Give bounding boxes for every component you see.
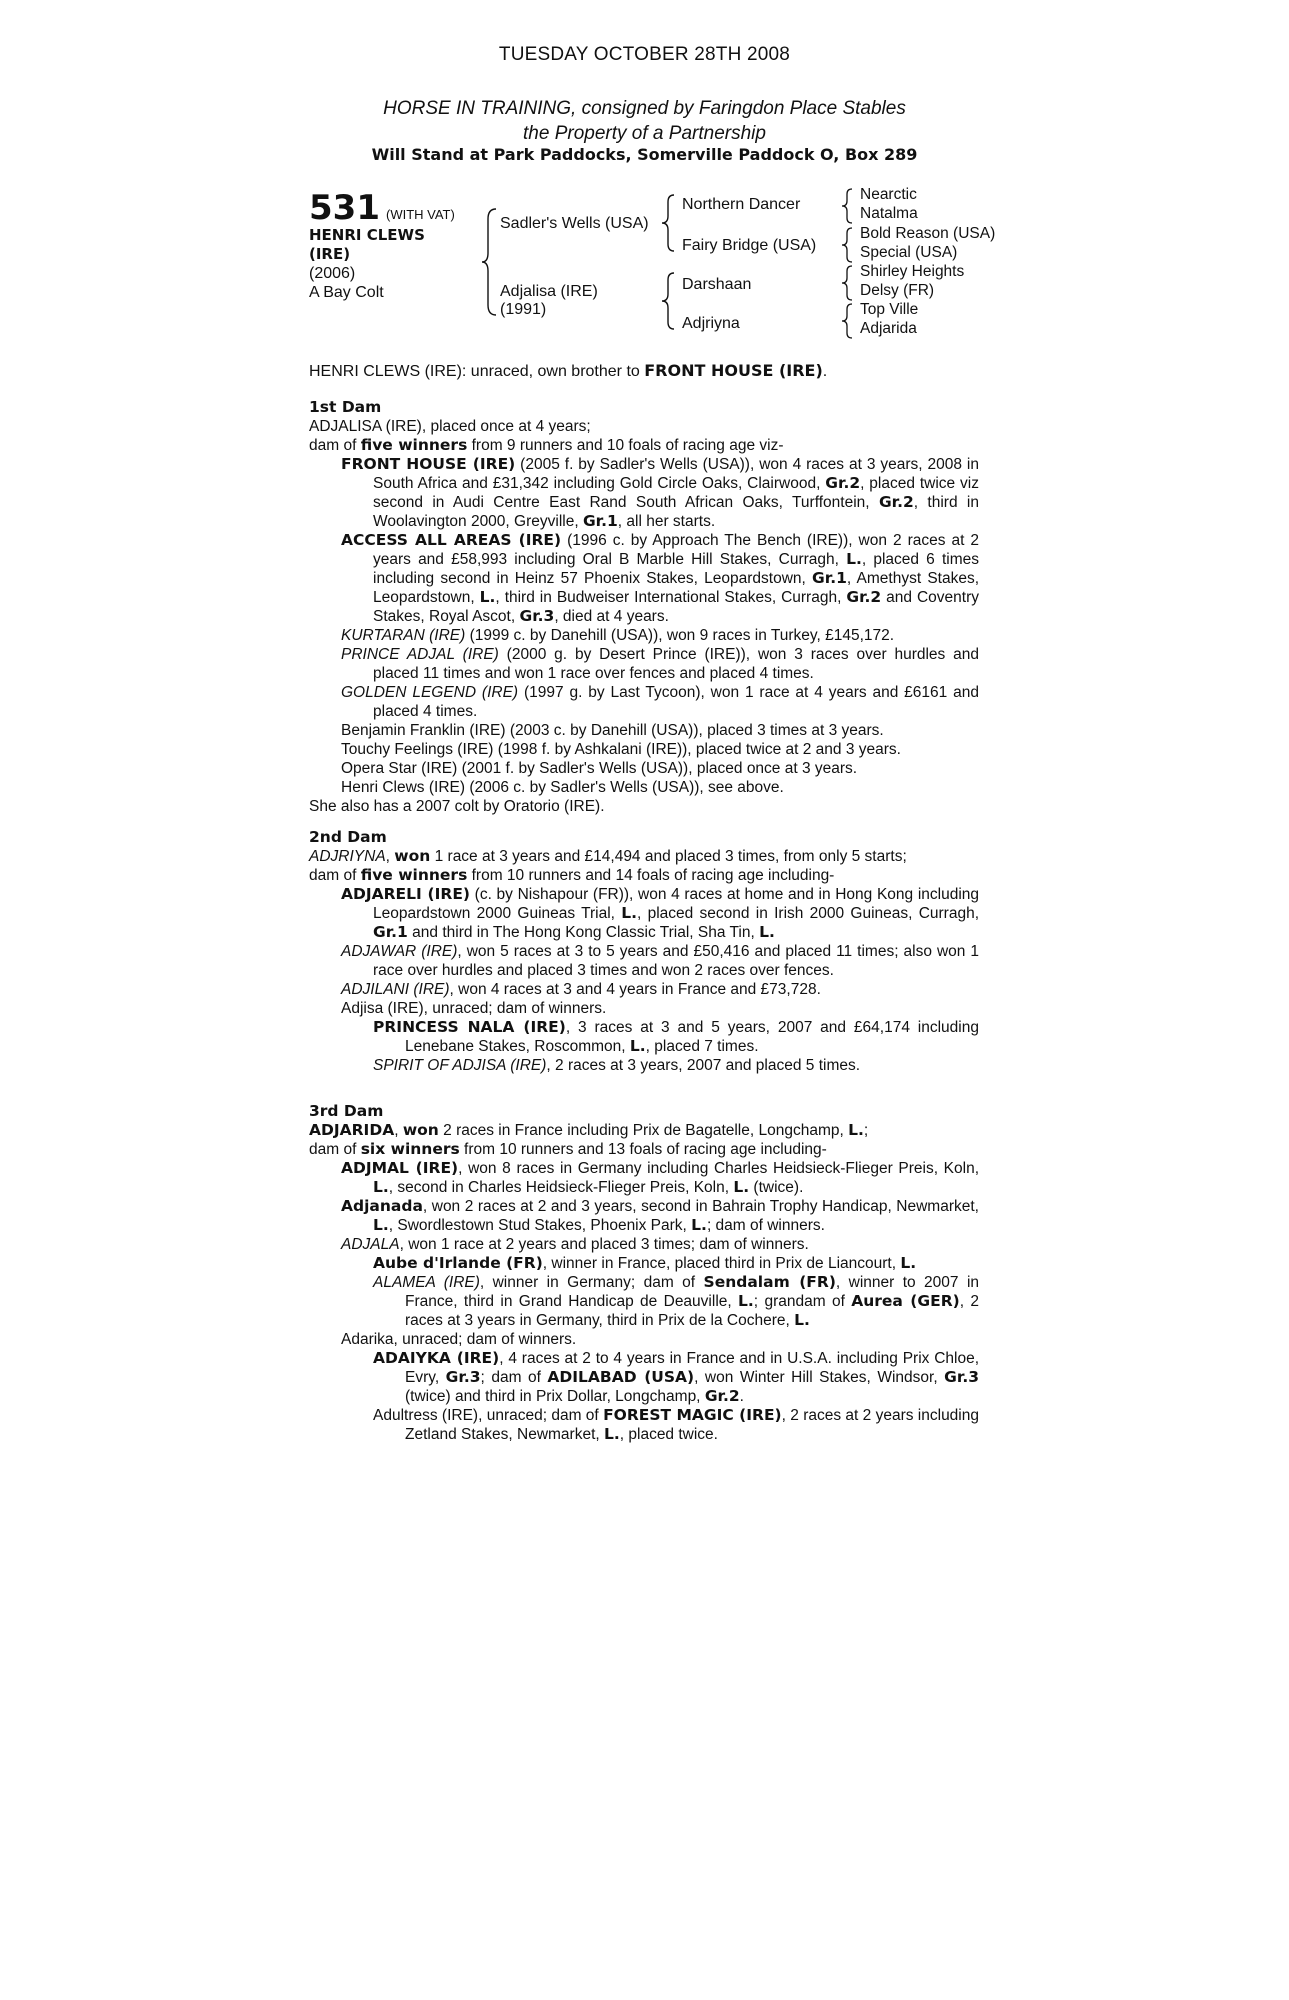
produce-entry: ADJARELI (IRE) (c. by Nishapour (FR)), won 4 races at home and in Hong Kong including Leopardstown 2000 Guineas Trial, L., placed second in Irish 2000 Guineas, Curragh, Gr.1 and third in The Hong Kong Classic Trial, Sha Tin, L. <box>341 885 980 941</box>
pedigree-g3-adjarida: Adjarida <box>860 320 917 337</box>
lot-number: 531 <box>309 188 380 228</box>
first-dam-heading: 1st Dam <box>309 398 382 416</box>
sale-date: TUESDAY OCTOBER 28TH 2008 <box>498 44 791 65</box>
produce-entry: ADJILANI (IRE), won 4 races at 3 and 4 years in France and £73,728. <box>341 981 821 998</box>
third-dam-heading: 3rd Dam <box>309 1102 384 1120</box>
first-dam-note: She also has a 2007 colt by Oratorio (IRE). <box>309 798 605 815</box>
second-dam-heading: 2nd Dam <box>309 828 387 846</box>
horse-name: HENRI CLEWS <box>309 226 425 244</box>
pedigree-g3-special: Special (USA) <box>860 244 958 261</box>
horse-description: A Bay Colt <box>309 284 384 301</box>
produce-entry: ADJAWAR (IRE), won 5 races at 3 to 5 years and £50,416 and placed 11 times; also won 1 race over hurdles and placed 3 times and won 2 races over fences. <box>341 943 979 979</box>
produce-entry: Henri Clews (IRE) (2006 c. by Sadler's Wells (USA)), see above. <box>341 779 784 796</box>
property-line: the Property of a Partnership <box>523 123 766 144</box>
pedigree-g3-bold-reason: Bold Reason (USA) <box>860 225 996 242</box>
brother-name: FRONT HOUSE (IRE) <box>644 361 823 380</box>
pedigree-g3-delsy: Delsy (FR) <box>860 282 935 299</box>
pedigree-brace-g3-1 <box>840 187 856 225</box>
pedigree-sire-dam: Fairy Bridge (USA) <box>682 237 817 254</box>
pedigree-dam-dam: Adjriyna <box>682 315 740 332</box>
produce-entry: Opera Star (IRE) (2001 f. by Sadler's Wells (USA)), placed once at 3 years. <box>341 760 858 777</box>
produce-entry: ADAIYKA (IRE), 4 races at 2 to 4 years in France and in U.S.A. including Prix Chloe, Evry, Gr.3; dam of ADILABAD (USA), won Winter Hill Stakes, Windsor, Gr.3 (twice) and third in Prix Dollar, Longchamp, Gr.2. <box>373 1349 980 1405</box>
pedigree-g3-nearctic: Nearctic <box>860 186 917 203</box>
pedigree-dam-sire: Darshaan <box>682 276 752 293</box>
produce-entry: Touchy Feelings (IRE) (1998 f. by Ashkalani (IRE)), placed twice at 2 and 3 years. <box>341 741 901 758</box>
second-dam-produce-summary: dam of five winners from 10 runners and 14 foals of racing age including- <box>309 866 835 884</box>
produce-entry: Benjamin Franklin (IRE) (2003 c. by Danehill (USA)), placed 3 times at 3 years. <box>341 722 884 739</box>
location-line: Will Stand at Park Paddocks, Somerville Paddock O, Box 289 <box>371 145 918 164</box>
second-dam-section <box>309 828 979 1075</box>
produce-entry: PRINCE ADJAL (IRE) (2000 g. by Desert Prince (IRE)), won 3 races over hurdles and placed 11 times and won 1 race over fences and placed 4 times. <box>341 646 980 682</box>
produce-entry: FRONT HOUSE (IRE) (2005 f. by Sadler's Wells (USA)), won 4 races at 3 years, 2008 in South Africa and £31,342 including Gold Circle Oaks, Clairwood, Gr.2, placed twice viz second in Audi Centre East Rand South African Oaks, Turffontein, Gr.2, third in Woolavington 2000, Greyville, Gr.1, all her starts. <box>341 455 980 530</box>
produce-entry: Adjanada, won 2 races at 2 and 3 years, second in Bahrain Trophy Handicap, Newmarket, L., Swordlestown Stud Stakes, Phoenix Park, L.; dam of winners. <box>341 1197 979 1234</box>
second-dam-line: ADJRIYNA, won 1 race at 3 years and £14,494 and placed 3 times, from only 5 starts; <box>309 847 907 865</box>
produce-entry: GOLDEN LEGEND (IRE) (1997 g. by Last Tycoon), won 1 race at 4 years and £6161 and placed 4 times. <box>341 684 980 720</box>
first-dam-line: ADJALISA (IRE), placed once at 4 years; <box>309 418 591 435</box>
pedigree-g3-shirley-heights: Shirley Heights <box>860 263 965 280</box>
consignor-line: HORSE IN TRAINING, consigned by Faringdon Place Stables <box>383 98 906 119</box>
produce-entry: Adultress (IRE), unraced; dam of FOREST MAGIC (IRE), 2 races at 2 years including Zetland Stakes, Newmarket, L., placed twice. <box>373 1406 979 1443</box>
produce-entry: SPIRIT OF ADJISA (IRE), 2 races at 3 years, 2007 and placed 5 times. <box>373 1057 861 1074</box>
produce-entry: Aube d'Irlande (FR), winner in France, placed third in Prix de Liancourt, L. <box>373 1254 917 1272</box>
pedigree-sire: Sadler's Wells (USA) <box>500 215 649 232</box>
vat-note: (WITH VAT) <box>385 207 455 222</box>
pedigree-sire-sire: Northern Dancer <box>682 196 801 213</box>
pedigree-brace-gen1 <box>480 205 500 319</box>
horse-name-country: (IRE) <box>309 245 351 263</box>
produce-entry: ADJMAL (IRE), won 8 races in Germany including Charles Heidsieck-Flieger Preis, Koln, L., second in Charles Heidsieck-Flieger Preis, Koln, L. (twice). <box>341 1159 980 1196</box>
pedigree-g3-natalma: Natalma <box>860 205 918 222</box>
third-dam-produce-summary: dam of six winners from 10 runners and 13 foals of racing age including- <box>309 1140 827 1158</box>
pedigree-brace-g3-4 <box>840 302 856 340</box>
pedigree-dam-year: (1991) <box>500 301 547 318</box>
pedigree-g3-top-ville: Top Ville <box>860 301 919 318</box>
horse-year: (2006) <box>309 265 356 282</box>
pedigree-dam: Adjalisa (IRE) <box>500 283 598 300</box>
third-dam-line: ADJARIDA, won 2 races in France including Prix de Bagatelle, Longchamp, L.; <box>309 1121 869 1139</box>
third-dam-section <box>309 1102 979 1444</box>
first-dam-produce-summary: dam of five winners from 9 runners and 10 foals of racing age viz- <box>309 436 784 454</box>
pedigree-brace-g3-3 <box>840 264 856 302</box>
lot-block <box>309 190 459 302</box>
pedigree-brace-dam <box>660 270 678 332</box>
pedigree-brace-sire <box>660 192 678 254</box>
produce-entry: Adjisa (IRE), unraced; dam of winners. <box>341 1000 607 1017</box>
produce-entry: ADJALA, won 1 race at 2 years and placed 3 times; dam of winners. <box>341 1236 809 1253</box>
produce-entry: ACCESS ALL AREAS (IRE) (1996 c. by Approach The Bench (IRE)), won 2 races at 2 years and £58,993 including Oral B Marble Hill Stakes, Curragh, L., placed 6 times including second in Heinz 57 Phoenix Stakes, Leopardstown, Gr.1, Amethyst Stakes, Leopardstown, L., third in Budweiser International Stakes, Curragh, Gr.2 and Coventry Stakes, Royal Ascot, Gr.3, died at 4 years. <box>341 531 980 625</box>
first-dam-section <box>309 398 979 816</box>
produce-entry: Adarika, unraced; dam of winners. <box>341 1331 577 1348</box>
produce-entry: KURTARAN (IRE) (1999 c. by Danehill (USA)), won 9 races in Turkey, £145,172. <box>341 627 895 644</box>
pedigree-brace-g3-2 <box>840 226 856 264</box>
produce-entry: ALAMEA (IRE), winner in Germany; dam of Sendalam (FR), winner to 2007 in France, third in Grand Handicap de Deauville, L.; grandam of Aurea (GER), 2 races at 3 years in Germany, third in Prix de la Cochere, L. <box>373 1273 980 1329</box>
produce-entry: PRINCESS NALA (IRE), 3 races at 3 and 5 years, 2007 and £64,174 including Lenebane Stakes, Roscommon, L., placed 7 times. <box>373 1018 979 1055</box>
horse-summary: HENRI CLEWS (IRE): unraced, own brother to FRONT HOUSE (IRE). <box>309 361 828 380</box>
